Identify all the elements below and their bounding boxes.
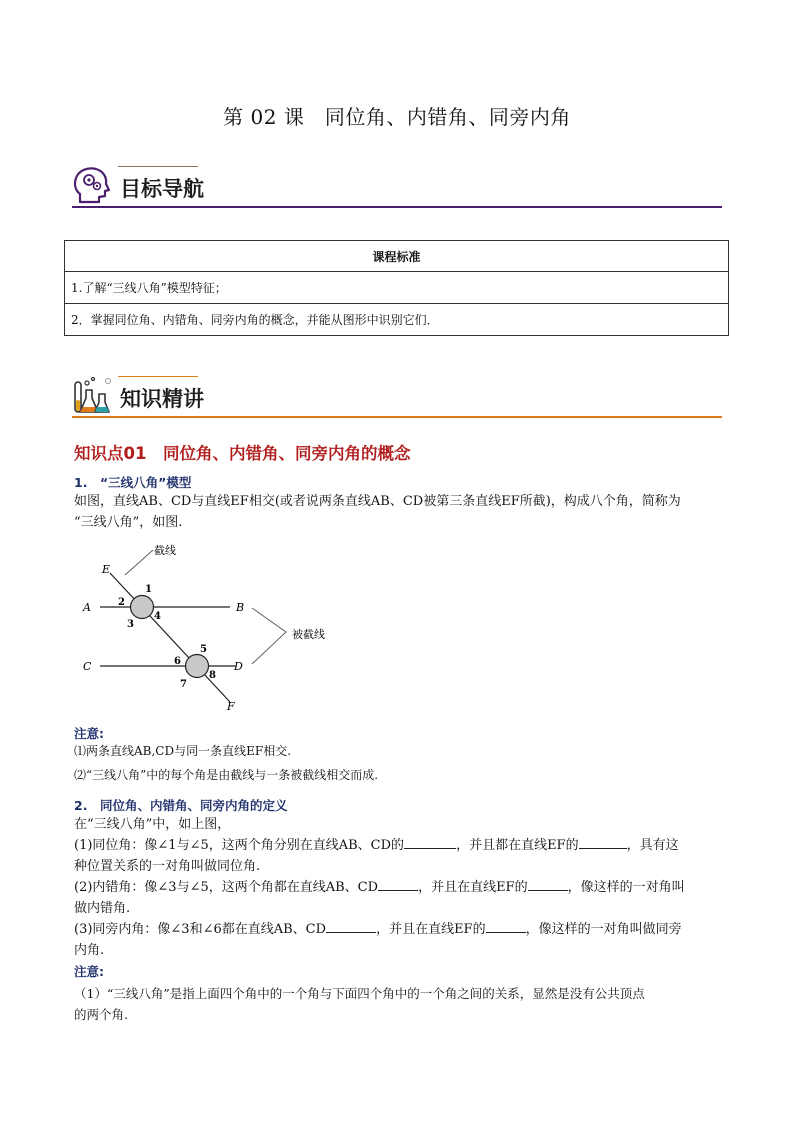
section-divider-goal: [72, 206, 722, 208]
three-lines-eight-angles-diagram: [78, 540, 340, 712]
fill-blank[interactable]: [579, 836, 627, 849]
fill-blank[interactable]: [378, 878, 418, 891]
intro-line-2: “三线八角”，如图.: [74, 515, 183, 530]
angle-label-4: 4: [154, 611, 161, 622]
definitions-intro: 在“三线八角”中，如上图，: [74, 817, 231, 832]
header-accent-rule: [118, 166, 198, 167]
head-gears-icon: [72, 166, 112, 204]
subheading-model: 1. “三线八角”模型: [74, 475, 192, 490]
fill-blank[interactable]: [326, 920, 376, 933]
definition-alternate-interior-cont: 做内错角.: [74, 901, 131, 916]
cut-line-pointer-upper: [252, 608, 286, 632]
cut-lines-label: 被截线: [292, 628, 325, 641]
point-label-e: E: [102, 563, 111, 576]
angle-label-1: 1: [145, 584, 152, 595]
definition-same-side-interior: (3)同旁内角：像∠3和∠6都在直线AB、CD ，并且在直线EF的 ，像这样的一对角叫做同旁: [74, 922, 682, 937]
note-label-2: 注意:: [74, 964, 104, 979]
subheading-definitions: 2. 同位角、内错角、同旁内角的定义: [74, 798, 288, 813]
section-label-goal: 目标导航: [120, 177, 204, 201]
angle-label-3: 3: [127, 619, 134, 630]
note2-line-1: （1）“三线八角”是指上面四个角中的一个角与下面四个角中的一个角之间的关系，显然是没有公共顶点: [74, 986, 645, 1001]
standard-item-2: 2．掌握同位角、内错角、同旁内角的概念，并能从图形中识别它们．: [65, 304, 729, 336]
point-label-a: A: [83, 601, 91, 614]
standards-header: 课程标准: [65, 241, 729, 272]
point-label-d: D: [234, 660, 243, 673]
intro-line-1: 如图，直线AB、CD与直线EF相交(或者说两条直线AB、CD被第三条直线EF所截)，构成八个角，简称为: [74, 494, 681, 509]
angle-label-2: 2: [118, 597, 125, 608]
section-divider-knowledge: [72, 416, 722, 418]
section-label-knowledge: 知识精讲: [120, 387, 204, 411]
note-item: ⑵“三线八角”中的每个角是由截线与一条被截线相交而成.: [74, 768, 379, 782]
fill-blank[interactable]: [486, 920, 526, 933]
definitions-block: [74, 814, 724, 961]
line-ef: [110, 573, 230, 702]
section-header-goal: [72, 166, 722, 208]
intersection-circle-lower: [186, 655, 209, 678]
section-header-knowledge: [72, 376, 722, 418]
note2-line-2: 的两个角.: [74, 1007, 128, 1022]
transversal-pointer: [125, 550, 153, 575]
knowledge-point-title: 知识点01 同位角、内错角、同旁内角的概念: [74, 444, 411, 463]
note-list-1: [74, 741, 724, 786]
cut-line-pointer-lower: [252, 632, 286, 664]
transversal-label: 截线: [154, 544, 176, 557]
intro-paragraph: [74, 491, 724, 533]
note-item: ⑴两条直线AB,CD与同一条直线EF相交.: [74, 744, 292, 758]
header-accent-rule: [118, 376, 198, 377]
angle-label-5: 5: [200, 644, 207, 655]
definition-corresponding-cont: 种位置关系的一对角叫做同位角.: [74, 859, 261, 874]
point-label-b: B: [236, 601, 245, 614]
course-standards-table: [64, 240, 729, 336]
fill-blank[interactable]: [404, 836, 456, 849]
flask-lab-icon: [72, 376, 112, 414]
definition-same-side-interior-cont: 内角.: [74, 943, 105, 958]
lesson-title: 第 02 课 同位角、内错角、同旁内角: [223, 105, 571, 129]
point-label-c: C: [83, 660, 92, 673]
intersection-circle-upper: [131, 596, 154, 619]
angle-label-8: 8: [209, 670, 216, 681]
standard-item-1: 1.了解“三线八角”模型特征；: [65, 272, 729, 304]
angle-label-7: 7: [180, 679, 187, 690]
note-label-1: 注意:: [74, 726, 104, 741]
fill-blank[interactable]: [528, 878, 568, 891]
definition-alternate-interior: (2)内错角：像∠3与∠5，这两个角都在直线AB、CD ，并且在直线EF的 ，像这样的一对角叫: [74, 880, 685, 895]
definition-corresponding: (1)同位角：像∠1与∠5，这两个角分别在直线AB、CD的 ，并且都在直线EF的 ，具有这: [74, 838, 679, 853]
note-paragraph-2: [74, 983, 724, 1025]
point-label-f: F: [227, 700, 235, 712]
angle-label-6: 6: [174, 656, 181, 667]
